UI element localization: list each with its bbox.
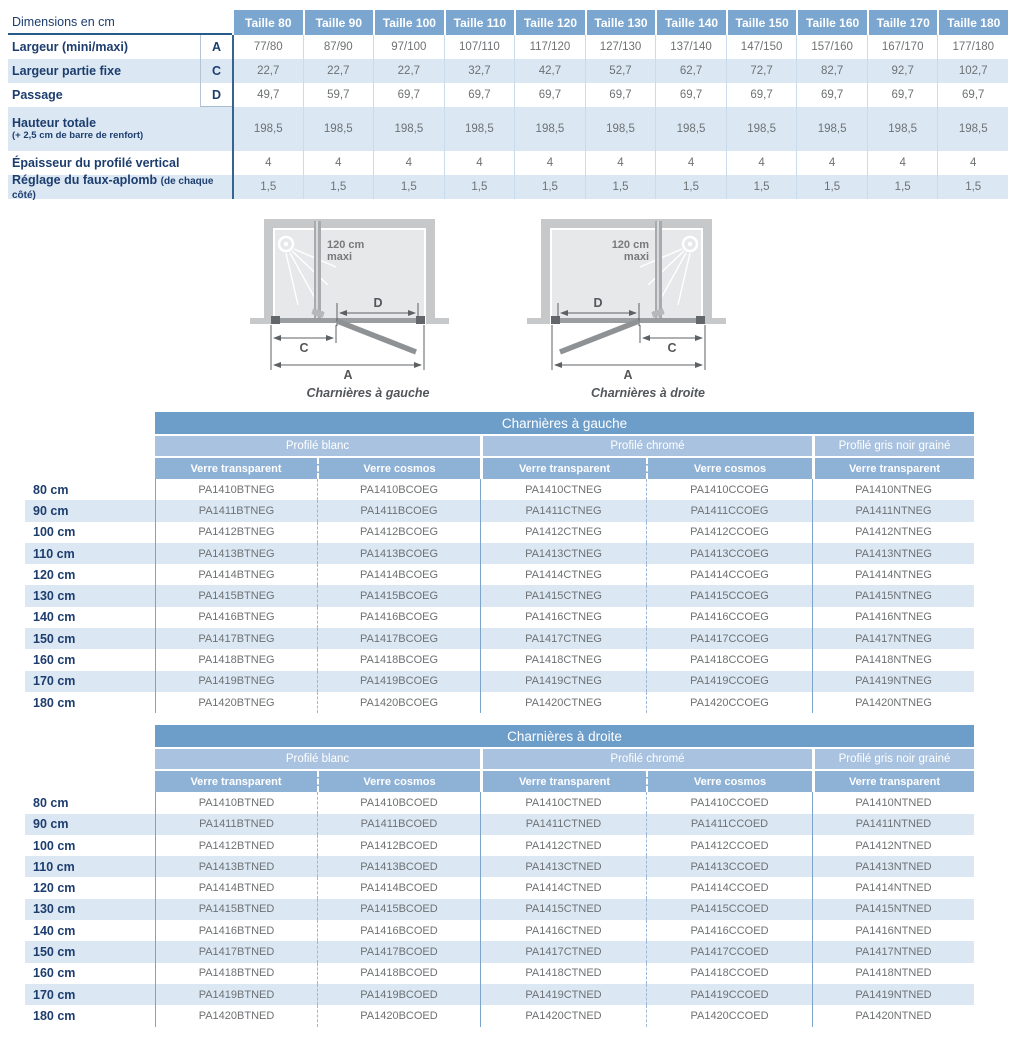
dim-value: 117/120: [514, 35, 585, 59]
dim-value: 1,5: [726, 175, 797, 199]
size-label: 180 cm: [33, 1008, 76, 1023]
size-column-header: Taille 180: [937, 10, 1008, 35]
dims-corner-label: Dimensions en cm: [8, 10, 232, 35]
product-code: PA1411BTNEG: [155, 500, 317, 521]
product-code: PA1415CCOEG: [646, 585, 812, 606]
product-code: PA1418NTNED: [812, 963, 974, 984]
dim-value: 1,5: [585, 175, 656, 199]
product-table-title: Charnières à droite: [155, 725, 974, 749]
product-code: PA1416BCOED: [317, 920, 480, 941]
dim-value: 4: [867, 151, 938, 175]
product-code: PA1417NTNEG: [812, 628, 974, 649]
size-label: 130 cm: [25, 899, 155, 920]
size-column-header: Taille 110: [444, 10, 515, 35]
dim-value: 198,5: [796, 107, 867, 151]
size-label: 120 cm: [33, 881, 76, 896]
dimension-c: [640, 325, 705, 370]
dim-value: 4: [585, 151, 656, 175]
product-code: PA1410BCOED: [317, 792, 480, 813]
product-code: PA1417BCOEG: [317, 628, 480, 649]
dim-value: 69,7: [867, 83, 938, 107]
dim-value: 87/90: [303, 35, 374, 59]
product-code: PA1418CCOEG: [646, 649, 812, 670]
glass-column-header: Verre transparent: [480, 771, 646, 792]
size-label: 110 cm: [25, 856, 155, 877]
dim-row-letter: C: [200, 59, 232, 83]
product-code: PA1414BCOEG: [317, 564, 480, 585]
max-width-note-line2: maxi: [327, 251, 353, 263]
hinge-right-drawing: [508, 207, 788, 385]
dim-row-label: Passage: [12, 87, 63, 102]
glass-column-header: Verre transparent: [812, 458, 974, 479]
product-code: PA1413BCOED: [317, 856, 480, 877]
product-code: PA1416NTNEG: [812, 607, 974, 628]
dim-value: 32,7: [444, 59, 515, 83]
dim-value: 4: [726, 151, 797, 175]
dim-value: 42,7: [514, 59, 585, 83]
glass-column-header: Verre cosmos: [317, 771, 480, 792]
product-code: PA1417CCOEG: [646, 628, 812, 649]
product-code: PA1412CCOEG: [646, 522, 812, 543]
diagram-right-caption: Charnières à droite: [591, 386, 705, 400]
dim-value: 69,7: [444, 83, 515, 107]
product-code: PA1417CCOED: [646, 941, 812, 962]
product-code: PA1415BTNED: [155, 899, 317, 920]
size-column-header: Taille 150: [726, 10, 797, 35]
dim-value: 198,5: [585, 107, 656, 151]
dim-value: 92,7: [867, 59, 938, 83]
product-code: PA1420BCOED: [317, 1005, 480, 1026]
product-code: PA1412BCOEG: [317, 522, 480, 543]
size-label: 170 cm: [25, 671, 155, 692]
dim-value: 147/150: [726, 35, 797, 59]
product-code: PA1415CCOED: [646, 899, 812, 920]
product-code: PA1412BCOED: [317, 835, 480, 856]
size-label: 140 cm: [33, 923, 76, 938]
product-code: PA1415NTNED: [812, 899, 974, 920]
profile-group-header: Profilé blanc: [155, 749, 480, 771]
dim-value: 59,7: [303, 83, 374, 107]
product-code: PA1413NTNEG: [812, 543, 974, 564]
product-code: PA1416CCOED: [646, 920, 812, 941]
product-code: PA1413CTNEG: [480, 543, 646, 564]
product-code: PA1420BTNEG: [155, 692, 317, 713]
product-table-hinge-right: [25, 725, 974, 1026]
product-code: PA1413BTNED: [155, 856, 317, 877]
product-code: PA1410BTNED: [155, 792, 317, 813]
product-code: PA1416CCOEG: [646, 607, 812, 628]
product-code: PA1417CTNED: [480, 941, 646, 962]
dim-value: 4: [373, 151, 444, 175]
dim-value: 102,7: [937, 59, 1008, 83]
dim-value: 198,5: [303, 107, 374, 151]
size-column-header: Taille 80: [232, 10, 303, 35]
dim-value: 22,7: [232, 59, 303, 83]
size-column-header: Taille 100: [373, 10, 444, 35]
product-code: PA1413CCOED: [646, 856, 812, 877]
size-label: 100 cm: [33, 525, 76, 540]
size-label: 160 cm: [33, 966, 76, 981]
product-code: PA1418CTNEG: [480, 649, 646, 670]
svg-text:D: D: [373, 296, 383, 310]
dimension-a: [552, 325, 702, 382]
diagram-hinge-right: [508, 207, 788, 400]
dimensions-table: [8, 10, 1008, 199]
door-panel: [560, 321, 639, 352]
dim-value: 198,5: [373, 107, 444, 151]
dim-value: 177/180: [937, 35, 1008, 59]
product-code: PA1411BTNED: [155, 814, 317, 835]
product-code: PA1414NTNEG: [812, 564, 974, 585]
installation-diagrams: [0, 207, 1016, 400]
product-code: PA1420NTNEG: [812, 692, 974, 713]
size-label: 80 cm: [33, 482, 69, 497]
dim-value: 69,7: [937, 83, 1008, 107]
product-code: PA1419CCOEG: [646, 671, 812, 692]
glass-column-header: Verre cosmos: [646, 771, 812, 792]
product-code: PA1420NTNED: [812, 1005, 974, 1026]
dim-value: 4: [514, 151, 585, 175]
product-code: PA1416CTNEG: [480, 607, 646, 628]
product-code: PA1411NTNEG: [812, 500, 974, 521]
glass-column-header: Verre cosmos: [646, 458, 812, 479]
product-code: PA1412BTNED: [155, 835, 317, 856]
product-code: PA1411CCOED: [646, 814, 812, 835]
dim-value: 107/110: [444, 35, 515, 59]
product-code: PA1419CTNED: [480, 984, 646, 1005]
dim-value: 77/80: [232, 35, 303, 59]
size-column-header: Taille 140: [655, 10, 726, 35]
dim-value: 72,7: [726, 59, 797, 83]
product-code: PA1413CTNED: [480, 856, 646, 877]
dim-value: 4: [937, 151, 1008, 175]
dim-value: 4: [444, 151, 515, 175]
dim-value: 69,7: [585, 83, 656, 107]
size-label: 140 cm: [33, 610, 76, 625]
product-code: PA1410CCOED: [646, 792, 812, 813]
product-code: PA1411CCOEG: [646, 500, 812, 521]
dim-value: 157/160: [796, 35, 867, 59]
dim-value: 198,5: [232, 107, 303, 151]
product-code: PA1415BCOED: [317, 899, 480, 920]
dim-value: 1,5: [937, 175, 1008, 199]
svg-text:A: A: [623, 368, 633, 382]
size-label: 150 cm: [25, 941, 155, 962]
product-code: PA1413CCOEG: [646, 543, 812, 564]
product-code: PA1418BCOEG: [317, 649, 480, 670]
dim-row-label: Largeur (mini/maxi): [12, 39, 128, 54]
max-width-note-line1: 120 cm: [327, 239, 365, 251]
size-label: 90 cm: [25, 814, 155, 835]
diagram-left-caption: Charnières à gauche: [306, 386, 430, 400]
dim-value: 4: [796, 151, 867, 175]
svg-text:C: C: [299, 341, 309, 355]
dim-value: 127/130: [585, 35, 656, 59]
size-column-header: Taille 90: [303, 10, 374, 35]
dim-value: 1,5: [514, 175, 585, 199]
product-code: PA1412NTNED: [812, 835, 974, 856]
product-code: PA1417BTNEG: [155, 628, 317, 649]
size-column-header: Taille 120: [514, 10, 585, 35]
dim-value: 4: [303, 151, 374, 175]
dim-row-label: Largeur partie fixe: [8, 59, 200, 83]
product-code: PA1419NTNEG: [812, 671, 974, 692]
product-code: PA1412CCOED: [646, 835, 812, 856]
product-code: PA1414BTNED: [155, 877, 317, 898]
profile-group-header: Profilé gris noir grainé: [812, 436, 974, 458]
dim-value: 1,5: [867, 175, 938, 199]
glass-column-header: Verre cosmos: [317, 458, 480, 479]
product-code: PA1415BCOEG: [317, 585, 480, 606]
product-code: PA1419CTNEG: [480, 671, 646, 692]
glass-column-header: Verre transparent: [155, 771, 317, 792]
dim-value: 198,5: [867, 107, 938, 151]
dim-value: 69,7: [373, 83, 444, 107]
product-code: PA1415BTNEG: [155, 585, 317, 606]
product-table-title: Charnières à gauche: [155, 412, 974, 436]
product-code: PA1414CTNEG: [480, 564, 646, 585]
product-code: PA1412BTNEG: [155, 522, 317, 543]
product-code: PA1415CTNED: [480, 899, 646, 920]
dim-value: 69,7: [514, 83, 585, 107]
door-panel: [337, 321, 416, 352]
hinge-left-drawing: [228, 207, 508, 385]
product-code: PA1410CTNEG: [480, 479, 646, 500]
product-code: PA1410NTNED: [812, 792, 974, 813]
product-code: PA1418BCOED: [317, 963, 480, 984]
dim-value: 69,7: [726, 83, 797, 107]
product-code: PA1417BCOED: [317, 941, 480, 962]
size-label: 80 cm: [33, 795, 69, 810]
product-code: PA1419BTNED: [155, 984, 317, 1005]
product-code: PA1410CCOEG: [646, 479, 812, 500]
glass-column-header: Verre transparent: [155, 458, 317, 479]
dim-value: 1,5: [232, 175, 303, 199]
dimension-c: [271, 325, 336, 370]
product-code: PA1417BTNED: [155, 941, 317, 962]
svg-text:D: D: [593, 296, 603, 310]
svg-text:A: A: [343, 368, 353, 382]
diagram-hinge-left: [228, 207, 508, 400]
size-label: 120 cm: [33, 567, 76, 582]
dim-value: 1,5: [796, 175, 867, 199]
product-code: PA1412CTNED: [480, 835, 646, 856]
product-code: PA1410BCOEG: [317, 479, 480, 500]
glass-column-header: Verre transparent: [480, 458, 646, 479]
dim-row-label: Épaisseur du profilé vertical: [12, 155, 180, 170]
dim-value: 1,5: [303, 175, 374, 199]
dim-value: 22,7: [303, 59, 374, 83]
product-code: PA1416CTNED: [480, 920, 646, 941]
product-code: PA1414CTNED: [480, 877, 646, 898]
product-code: PA1420CCOEG: [646, 692, 812, 713]
dim-value: 198,5: [937, 107, 1008, 151]
product-code: PA1419CCOED: [646, 984, 812, 1005]
dim-row-letter: D: [200, 83, 232, 107]
dim-value: 1,5: [444, 175, 515, 199]
product-code: PA1414CCOED: [646, 877, 812, 898]
product-code: PA1413BTNEG: [155, 543, 317, 564]
product-code: PA1417NTNED: [812, 941, 974, 962]
size-label: 100 cm: [33, 838, 76, 853]
product-code: PA1415CTNEG: [480, 585, 646, 606]
size-label: 180 cm: [33, 695, 76, 710]
profile-group-header: Profilé blanc: [155, 436, 480, 458]
product-code: PA1418CTNED: [480, 963, 646, 984]
dim-row-letter: A: [200, 35, 232, 59]
product-code: PA1413NTNED: [812, 856, 974, 877]
size-label: 150 cm: [25, 628, 155, 649]
product-code: PA1419BTNEG: [155, 671, 317, 692]
dim-value: 137/140: [655, 35, 726, 59]
size-label: 170 cm: [25, 984, 155, 1005]
size-column-header: Taille 130: [585, 10, 656, 35]
product-code: PA1416BCOEG: [317, 607, 480, 628]
product-code: PA1412CTNEG: [480, 522, 646, 543]
product-table-hinge-left: [25, 412, 974, 713]
product-code: PA1416BTNED: [155, 920, 317, 941]
product-code: PA1413BCOEG: [317, 543, 480, 564]
product-code: PA1420CCOED: [646, 1005, 812, 1026]
product-code: PA1416BTNEG: [155, 607, 317, 628]
product-code: PA1420CTNEG: [480, 692, 646, 713]
dim-row-label: Hauteur totale (+ 2,5 cm de barre de renfort): [8, 107, 232, 151]
product-code: PA1414NTNED: [812, 877, 974, 898]
product-code: PA1411CTNEG: [480, 500, 646, 521]
product-code: PA1411BCOED: [317, 814, 480, 835]
dim-value: 52,7: [585, 59, 656, 83]
product-code: PA1418BTNEG: [155, 649, 317, 670]
dim-value: 69,7: [796, 83, 867, 107]
dim-value: 82,7: [796, 59, 867, 83]
profile-group-header: Profilé chromé: [480, 436, 812, 458]
dimension-a: [274, 325, 424, 382]
product-code: PA1410CTNED: [480, 792, 646, 813]
product-code: PA1414BTNEG: [155, 564, 317, 585]
profile-group-header: Profilé gris noir grainé: [812, 749, 974, 771]
dim-value: 198,5: [726, 107, 797, 151]
product-code: PA1414BCOED: [317, 877, 480, 898]
product-code: PA1411CTNED: [480, 814, 646, 835]
size-label: 130 cm: [25, 585, 155, 606]
dim-value: 4: [655, 151, 726, 175]
product-code: PA1419BCOED: [317, 984, 480, 1005]
product-code: PA1417CTNEG: [480, 628, 646, 649]
dim-value: 198,5: [444, 107, 515, 151]
product-code: PA1415NTNEG: [812, 585, 974, 606]
product-code: PA1419NTNED: [812, 984, 974, 1005]
product-code: PA1420BCOEG: [317, 692, 480, 713]
size-label: 160 cm: [33, 653, 76, 668]
size-column-header: Taille 170: [867, 10, 938, 35]
product-code: PA1414CCOEG: [646, 564, 812, 585]
dim-value: 62,7: [655, 59, 726, 83]
product-code: PA1416NTNED: [812, 920, 974, 941]
product-code: PA1411BCOEG: [317, 500, 480, 521]
max-width-note-line2: maxi: [623, 251, 649, 263]
product-code: PA1420BTNED: [155, 1005, 317, 1026]
dim-value: 97/100: [373, 35, 444, 59]
dim-value: 1,5: [373, 175, 444, 199]
dim-row-label: Réglage du faux-aplomb (de chaque côté): [8, 175, 232, 199]
svg-text:C: C: [667, 341, 677, 355]
product-code: PA1412NTNEG: [812, 522, 974, 543]
profile-group-header: Profilé chromé: [480, 749, 812, 771]
product-code: PA1420CTNED: [480, 1005, 646, 1026]
product-code: PA1418NTNEG: [812, 649, 974, 670]
product-code: PA1419BCOEG: [317, 671, 480, 692]
dim-value: 49,7: [232, 83, 303, 107]
dim-value: 167/170: [867, 35, 938, 59]
glass-column-header: Verre transparent: [812, 771, 974, 792]
dim-value: 22,7: [373, 59, 444, 83]
dim-value: 198,5: [514, 107, 585, 151]
dim-value: 198,5: [655, 107, 726, 151]
dim-value: 69,7: [655, 83, 726, 107]
product-code: PA1410NTNEG: [812, 479, 974, 500]
dim-value: 1,5: [655, 175, 726, 199]
dim-value: 4: [232, 151, 303, 175]
product-code: PA1411NTNED: [812, 814, 974, 835]
size-label: 110 cm: [25, 543, 155, 564]
product-code: PA1418CCOED: [646, 963, 812, 984]
max-width-note-line1: 120 cm: [611, 239, 649, 251]
size-column-header: Taille 160: [796, 10, 867, 35]
product-code: PA1410BTNEG: [155, 479, 317, 500]
size-label: 90 cm: [25, 500, 155, 521]
product-code: PA1418BTNED: [155, 963, 317, 984]
